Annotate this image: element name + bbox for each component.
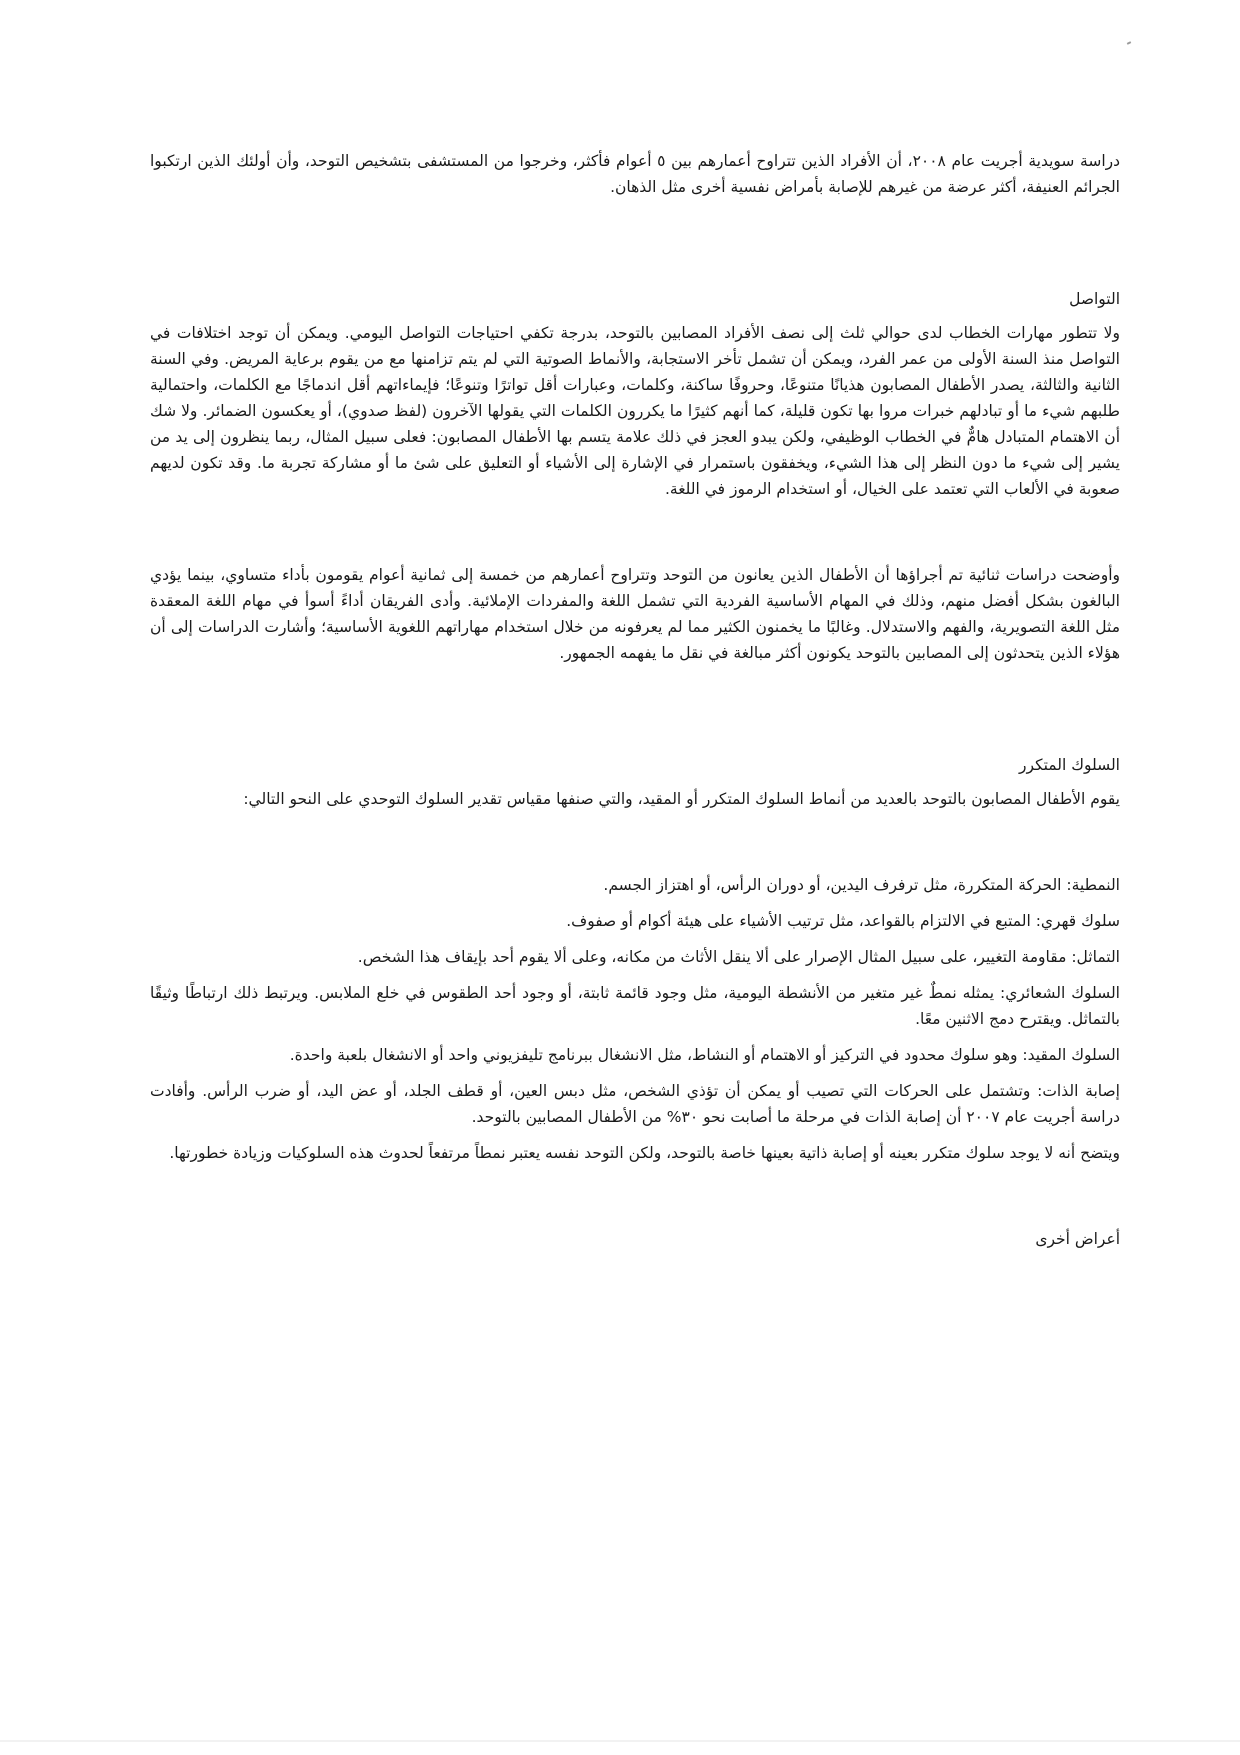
repetitive-behavior-intro: يقوم الأطفال المصابون بالتوحد بالعديد من أنماط السلوك المتكرر أو المقيد، والتي صنفها مقياس تقدير السلوك التوحدي على النحو التالي:: [243, 790, 1120, 808]
scan-speck: [1127, 41, 1131, 45]
behavior-item: السلوك الشعائري: يمثله نمطٌ غير متغير من الأنشطة اليومية، مثل وجود قائمة ثابتة، أو وجود أحد الطقوس في خلع الملابس. ويرتبط ذلك ارتباطًا وثيقًا بالتماثل. ويقترح دمج الاثنين معًا.: [150, 984, 1120, 1028]
behavior-item: إصابة الذات: وتشتمل على الحركات التي تصيب أو يمكن أن تؤذي الشخص، مثل دبس العين، أو قطف الجلد، أو عض اليد، أو ضرب الرأس. وأفادت دراسة أجريت عام ٢٠٠٧ أن إصابة الذات في مرحلة ما أصابت نحو ٣٠% من الأطفال المصابين بالتوحد.: [150, 1082, 1120, 1126]
section-heading-other-symptoms: أعراض أخرى: [1035, 1230, 1120, 1248]
document-body: [150, 148, 1120, 1252]
communication-paragraph-2: وأوضحت دراسات ثنائية تم أجراؤها أن الأطفال الذين يعانون من التوحد وتتراوح أعمارهم من خمسة إلى ثمانية أعوام يقومون بأداء متساوي، بينما يؤدي البالغون بشكل أفضل منهم، وذلك في المهام الأساسية الفردية التي تشمل اللغة والمفردات الإملائية. وأدى الفريقان أداءً أسوأ في مهام اللغة المعقدة مثل اللغة التصويرية، والفهم والاستدلال. وغالبًا ما يخمنون الكثير مما لم يعرفونه من خلال استخدام مهاراتهم اللغوية الأساسية؛ وأشارت الدراسات إلى أن هؤلاء الذين يتحدثون إلى المصابين بالتوحد يكونون أكثر مبالغة في نقل ما يفهمه الجمهور.: [150, 566, 1120, 662]
section-heading-repetitive-behavior: السلوك المتكرر: [1019, 756, 1120, 774]
behavior-item: السلوك المقيد: وهو سلوك محدود في التركيز أو الاهتمام أو النشاط، مثل الانشغال ببرنامج تليفزيوني واحد أو الانشغال بلعبة واحدة.: [289, 1046, 1120, 1064]
behavior-item: النمطية: الحركة المتكررة، مثل ترفرف اليدين، أو دوران الرأس، أو اهتزاز الجسم.: [603, 876, 1120, 894]
intro-paragraph: دراسة سويدية أجريت عام ٢٠٠٨، أن الأفراد الذين تتراوح أعمارهم بين ٥ أعوام فأكثر، وخرجوا من المستشفى بتشخيص التوحد، وأن أولئك الذين ارتكبوا الجرائم العنيفة، أكثر عرضة من غيرهم للإصابة بأمراض نفسية أخرى مثل الذهان.: [150, 152, 1121, 196]
behavior-summary: ويتضح أنه لا يوجد سلوك متكرر بعينه أو إصابة ذاتية بعينها خاصة بالتوحد، ولكن التوحد نفسه يعتبر نمطاً مرتفعاً لحدوث هذه السلوكيات وزيادة خطورتها.: [169, 1144, 1120, 1162]
behavior-item: التماثل: مقاومة التغيير، على سبيل المثال الإصرار على ألا ينقل الأثاث من مكانه، وعلى ألا يقوم أحد بإيقاف هذا الشخص.: [357, 948, 1120, 966]
behavior-item: سلوك قهري: المتبع في الالتزام بالقواعد، مثل ترتيب الأشياء على هيئة أكوام أو صفوف.: [566, 912, 1120, 930]
communication-paragraph-1: ولا تتطور مهارات الخطاب لدى حوالي ثلث إلى نصف الأفراد المصابين بالتوحد، بدرجة تكفي احتياجات التواصل اليومي. ويمكن أن توجد اختلافات في التواصل منذ السنة الأولى من عمر الفرد، ويمكن أن تشمل تأخر الاستجابة، والأنماط الصوتية التي لم يتم تزامنها مع من يقوم برعاية المريض. وفي السنة الثانية والثالثة، يصدر الأطفال المصابون هذيانًا متنوعًا، وحروفًا ساكنة، وكلمات، وعبارات أقل تواترًا وتنوعًا؛ فإيماءاتهم أقل اندماجًا مع الكلمات، واحتمالية طلبهم شيء ما أو تبادلهم خبرات مروا بها تكون قليلة، كما أنهم كثيرًا ما يكررون الكلمات التي يقولها الآخرون (لفظ صدوي)، أو يعكسون الضمائر. ولا شك أن الاهتمام المتبادل هامٌّ في الخطاب الوظيفي، ولكن يبدو العجز في ذلك علامة يتسم بها الأطفال المصابون: فعلى سبيل المثال، ربما ينظرون إلى يد من يشير إلى شيء ما دون النظر إلى هذا الشيء، ويخفقون باستمرار في الإشارة إلى الأشياء أو التعليق على شئ ما أو مشاركة تجربة ما. وقد تكون لديهم صعوبة في الألعاب التي تعتمد على الخيال، أو استخدام الرموز في اللغة.: [150, 324, 1120, 498]
scan-bottom-edge: [0, 1740, 1240, 1742]
section-heading-communication: التواصل: [1069, 290, 1120, 308]
